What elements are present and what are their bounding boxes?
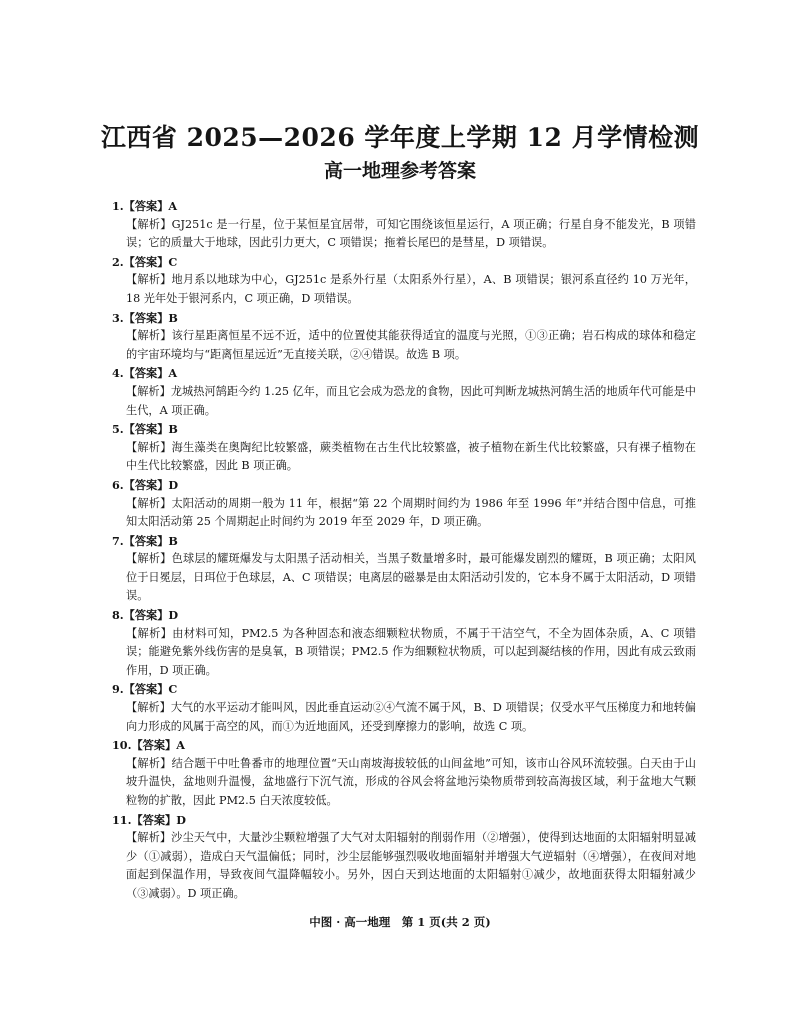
answer-label: 1.【答案】A — [112, 199, 178, 213]
answer-explanation: 【解析】太阳活动的周期一般为 11 年，根据“第 22 个周期时间约为 1986 年至 1996 年”并结合图中信息，可推知太阳活动第 25 个周期起止时间约为 2019 年至 2029 年，D 项正确。 — [126, 496, 696, 529]
answer-label: 11.【答案】D — [112, 812, 186, 827]
answer-item-11 — [112, 811, 696, 904]
answer-explanation: 【解析】由材料可知，PM2.5 为各种固态和液态细颗粒状物质，不属于干洁空气，不全为固体杂质，A、C 项错误；能避免紫外线伤害的是臭氧，B 项错误；PM2.5 作为细颗粒状物质，可以起到凝结核的作用，因此有成云致雨作用，D 项正确。 — [126, 626, 696, 677]
answer-label: 5.【答案】B — [112, 422, 178, 437]
answer-explanation: 【解析】沙尘天气中，大量沙尘颗粒增强了大气对太阳辐射的削弱作用（②增强），使得到达地面的太阳辐射明显减少（①减弱），造成白天气温偏低；同时，沙尘层能够强烈吸收地面辐射并增强大气逆辐射（④增强），在夜间对地面起到保温作用，导致夜间气温降幅较小。另外，因白天到达地面的太阳辐射①减少，故地面获得太阳辐射减少（③减弱）。D 项正确。 — [126, 831, 696, 900]
answer-label: 7.【答案】B — [112, 533, 178, 548]
answer-item-9 — [112, 680, 696, 736]
answer-item-6 — [112, 476, 696, 532]
answer-explanation: 【解析】该行星距离恒星不远不近，适中的位置使其能获得适宜的温度与光照，①③正确；岩石构成的球体和稳定的宇宙环境均与“距离恒星远近”无直接关联，②④错误。故选 B 项。 — [126, 329, 696, 361]
answer-label: 8.【答案】D — [112, 608, 179, 623]
answer-item-7 — [112, 532, 696, 606]
answer-label: 9.【答案】C — [112, 682, 178, 697]
answer-explanation: 【解析】GJ251c 是一行星，位于某恒星宜居带，可知它围绕该恒星运行，A 项正确；行星自身不能发光，B 项错误；它的质量大于地球，因此引力更大，C 项错误；拖着长尾巴的是彗星，D 项错误。 — [126, 217, 696, 250]
answer-item-1 — [112, 197, 696, 253]
answer-item-5 — [112, 420, 696, 476]
answer-item-2 — [112, 253, 696, 309]
answer-item-3 — [112, 309, 696, 365]
answer-explanation: 【解析】色球层的耀斑爆发与太阳黑子活动相关，当黑子数量增多时，最可能爆发剧烈的耀斑，B 项正确；太阳风位于日冕层，日珥位于色球层，A、C 项错误；电离层的磁暴是由太阳活动引发的，它本身不属于太阳活动，D 项错误。 — [126, 552, 696, 603]
answer-label: 2.【答案】C — [112, 254, 178, 269]
answer-explanation: 【解析】海生藻类在奥陶纪比较繁盛，蕨类植物在古生代比较繁盛，被子植物在新生代比较繁盛，只有裸子植物在中生代比较繁盛，因此 B 项正确。 — [126, 440, 696, 473]
page-subtitle: 高一地理参考答案 — [323, 160, 476, 182]
answer-item-10 — [112, 736, 696, 810]
answer-label: 3.【答案】B — [112, 310, 178, 325]
answer-list — [112, 197, 696, 904]
answer-explanation: 【解析】地月系以地球为中心，GJ251c 是系外行星（太阳系外行星），A、B 项错误；银河系直径约 10 万光年，18 光年处于银河系内，C 项正确，D 项错误。 — [126, 273, 696, 305]
answer-item-8 — [112, 606, 696, 680]
page-footer: 中图 · 高一地理 第 1 页(共 2 页) — [309, 915, 491, 929]
answer-explanation: 【解析】结合题干中吐鲁番市的地理位置“天山南坡海拔较低的山间盆地”可知，该市山谷风环流较强。白天由于山坡升温快，盆地则升温慢，盆地盛行下沉气流，形成的谷风会将盆地污染物质带到较高海拔区域，利于盆地大气颗粒物的扩散，因此 PM2.5 白天浓度较低。 — [126, 756, 696, 807]
answer-label: 10.【答案】A — [112, 738, 185, 753]
answer-item-4 — [112, 364, 696, 420]
answer-label: 6.【答案】D — [112, 477, 179, 492]
page-title: 江西省 2025—2026 学年度上学期 12 月学情检测 — [100, 123, 700, 152]
answer-explanation: 【解析】龙城热河鹄距今约 1.25 亿年，而且它会成为恐龙的食物，因此可判断龙城热河鹄生活的地质年代可能是中生代，A 项正确。 — [126, 384, 696, 417]
answer-label: 4.【答案】A — [112, 366, 178, 381]
answer-explanation: 【解析】大气的水平运动才能叫风，因此垂直运动②④气流不属于风，B、D 项错误；仅受水平气压梯度力和地转偏向力形成的风属于高空的风，而①为近地面风，还受到摩擦力的影响，故选 C 项。 — [126, 701, 696, 733]
